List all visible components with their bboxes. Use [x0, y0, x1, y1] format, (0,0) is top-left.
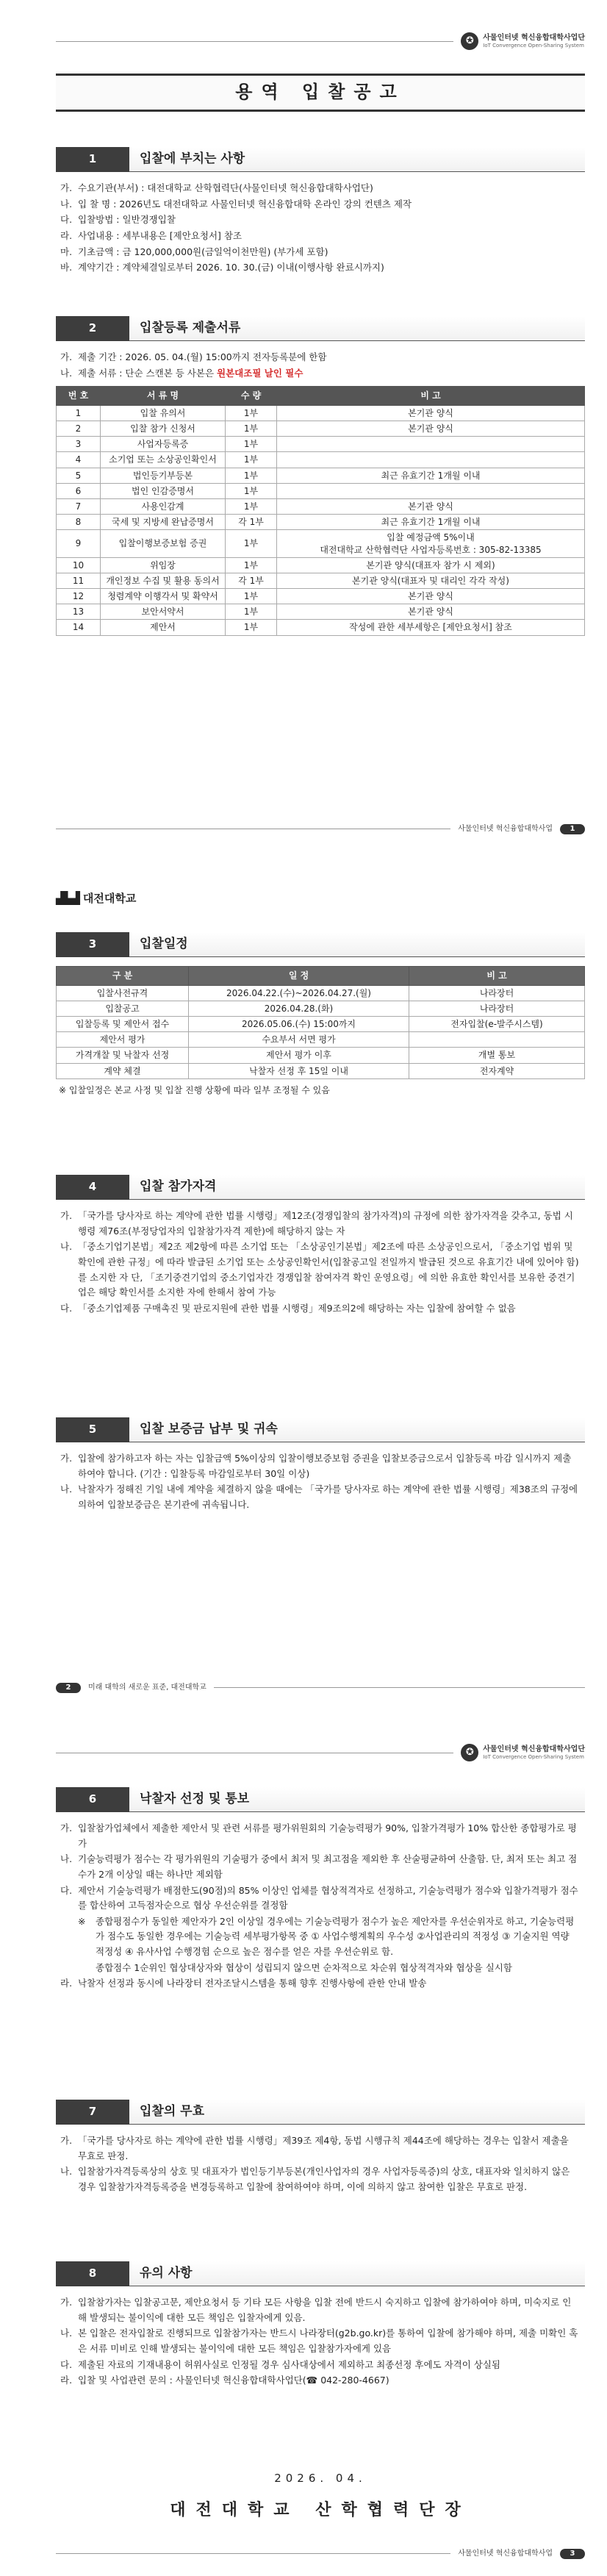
table-cell: 개별 통보	[409, 1048, 585, 1063]
section-number: 2	[56, 316, 129, 341]
table-row	[57, 1016, 585, 1031]
footer-text: 사물인터넷 혁신융합대학사업	[458, 825, 553, 833]
table-cell: 2026.04.28.(화)	[189, 1001, 409, 1016]
table-cell: 입찰 예정금액 5%이내 대전대학교 산학협력단 사업자등록번호 : 305-82-13385	[277, 530, 585, 557]
page-1	[0, 0, 607, 859]
section-header	[56, 932, 585, 957]
list-item: 가. 입찰참가자는 입찰공고문, 제안요청서 등 기타 모든 사항을 입찰 전에 반드시 숙지하고 입찰에 참가하여야 하며, 미숙지로 인해 발생되는 불이익에 대한 모든 책임은 입찰자에게 있음.	[60, 2297, 572, 2323]
table-cell: 입찰 참가 신청서	[101, 421, 226, 437]
list-item: 바. 계약기간 : 계약체결일로부터 2026. 10. 30.(금) 이내(이행사항 완료시까지)	[60, 262, 384, 273]
section-header	[56, 2100, 585, 2125]
table-cell: 본기관 양식(대표자 참가 시 제외)	[277, 557, 585, 573]
table-cell: 입찰 유의서	[101, 405, 226, 421]
table-cell: 6	[57, 483, 101, 498]
table-cell: 제안서	[101, 620, 226, 635]
list-item: 나. 입찰참가자격등록상의 상호 및 대표자가 법인등기부등본(개인사업자의 경우 사업자등록증)의 상호, 대표자와 일치하지 않은 경우 입찰참가자격등록증을 변경등록하고 입찰에 참여하여야 하며, 이에 의하지 않고 참여한 입찰은 무효로 판정.	[60, 2166, 570, 2192]
section-4	[56, 1175, 585, 1317]
schedule-note: ※ 입찰일정은 본교 사정 및 입찰 진행 상황에 따라 일부 조정될 수 있음	[59, 1084, 330, 1095]
footer-text: 미래 대학의 새로운 표준, 대전대학교	[88, 1684, 206, 1692]
table-cell: 1부	[226, 452, 277, 468]
brand-logo	[56, 890, 136, 908]
table-cell: 13	[57, 604, 101, 620]
documents-table: 번 호 서 류 명 수 량 비 고 1 입찰 유의서 1부 본기관 양식 2 입찰 참가 신청서 1부 본기관 양식 3 사업자등록증 1부 4 소기업 또는 소상공인확인서 1부 5 법인등기부등본 1부 최근 유효기간 1개월 이내 6 법인 인감증명서 1부 7 사용인감계 1부 본기관 양식 8 국세 및 지방세 완납증명서 각 1부 최근 유효기간 1개월 이내 9 입찰이행보증보험 증권 1부 입찰 예정금액 5%이내 대전대학교 산학협력단 사업자등록번호 : 305-82-13385 10 위임장 1부 본기관 양식(대표자 참가 시 제외) 11 개인정보 수집 및 활용 동의서 각 1부 본기관 양식(대표자 및 대리인 각각 작성) 12 청렴계약 이행각서 및 확약서 1부 본기관 양식 13 보안서약서 1부 본기관 양식 14 제안서 1부 작성에 관한 세부세항은 [제안요청서] 참조	[56, 386, 585, 635]
section-header	[56, 147, 585, 172]
page-number: 3	[560, 2549, 585, 2559]
section-title: 입찰등록 제출서류	[140, 321, 241, 336]
table-row	[57, 405, 585, 421]
list-item: 나. 제출 서류 : 단순 스캔본 등 사본은 원본대조필 날인 필수	[60, 367, 304, 379]
table-cell: 본기관 양식	[277, 604, 585, 620]
table-cell: 4	[57, 452, 101, 468]
table-cell: 12	[57, 589, 101, 604]
table-cell: 사용인감계	[101, 498, 226, 514]
page-footer	[56, 1682, 585, 1694]
table-cell: 개인정보 수집 및 활용 동의서	[101, 573, 226, 588]
table-row	[57, 437, 585, 452]
table-row	[57, 573, 585, 588]
list-item: 다. 입찰방법 : 일반경쟁입찰	[60, 214, 176, 226]
org-name-en: IoT Convergence Open-Sharing System	[483, 42, 584, 49]
table-row	[57, 604, 585, 620]
page-header	[56, 32, 585, 50]
table-cell: 사업자등록증	[101, 437, 226, 452]
brand-mark-icon: ▟▙▟	[56, 891, 79, 905]
section-8	[56, 2261, 585, 2389]
table-row	[57, 1001, 585, 1016]
section-number: 8	[56, 2261, 129, 2286]
list-item: ※ 종합평점수가 동일한 제안자가 2인 이상일 경우에는 기술능력평가 점수가 높은 제안자를 우선순위자로 하고, 기술능력평가 점수도 동일한 경우에는 기술능력 세부평가항목 중 ① 사업수행계획의 우수성 ②사업관리의 적정성 ③ 기술지원 역량 적정성 ④ 유사사업 수행경험 순으로 높은 점수를 얻은 자를 우선순위로 함.	[78, 1915, 575, 1957]
table-cell: 전자입찰(e-발주시스템)	[409, 1016, 585, 1031]
document-title-bar	[56, 74, 585, 112]
table-cell: 8	[57, 515, 101, 530]
table-cell	[409, 1032, 585, 1048]
section-3	[56, 932, 585, 1101]
section-title: 입찰에 부치는 사항	[140, 151, 245, 167]
section-5	[56, 1417, 585, 1514]
table-cell: 작성에 관한 세부세항은 [제안요청서] 참조	[277, 620, 585, 635]
section-title: 입찰일정	[140, 937, 188, 952]
table-cell: 1부	[226, 498, 277, 514]
table-cell: 입찰사전규격	[57, 985, 189, 1001]
seal-icon: ✪	[461, 32, 478, 50]
table-cell: 본기관 양식	[277, 498, 585, 514]
table-cell	[277, 437, 585, 452]
section-number: 6	[56, 1787, 129, 1812]
table-cell: 14	[57, 620, 101, 635]
org-name-kr: 사물인터넷 혁신융합대학사업단	[483, 34, 585, 43]
org-logo	[461, 32, 585, 50]
table-row	[57, 498, 585, 514]
list-item: 라. 사업내용 : 세부내용은 [제안요청서] 참조	[60, 229, 243, 241]
table-cell: 2	[57, 421, 101, 437]
table-cell: 소기업 또는 소상공인확인서	[101, 452, 226, 468]
table-cell: 1부	[226, 421, 277, 437]
org-logo: ✪ 사물인터넷 혁신융합대학사업단 IoT Convergence Open-Sharing System	[461, 1744, 585, 1761]
list-item: 나. 「중소기업기본법」제2조 제2항에 따른 소기업 또는 「소상공인기본법」제2조에 따른 소상공인으로서, 「중소기업 범위 및 확인에 관한 규정」에 따라 발급된 소기업 또는 소상공인확인서(입찰공고일 전일까지 발급된 것으로 유효기간 내에 있어야 함)를 소지한 자 단, 「조기중견기업의 중소기업자간 경쟁입찰 참여자격 확인 운영요령」에 의한 유효한 확인서를 보유한 중견기업은 해당 확인서를 소지한 자에 한해서 참여 가능	[60, 1241, 579, 1298]
section-number: 7	[56, 2100, 129, 2125]
table-row	[57, 1048, 585, 1063]
list-item: 가. 입찰참가업체에서 제출한 제안서 및 관련 서류를 평가위원회의 기술능력평가 90%, 입찰가격평가 10% 합산한 종합평가로 평가	[60, 1822, 577, 1849]
section-number: 4	[56, 1175, 129, 1200]
section-header	[56, 1417, 585, 1442]
footer-text: 사물인터넷 혁신융합대학사업	[458, 2550, 553, 2558]
table-row	[57, 452, 585, 468]
page-footer	[56, 2548, 585, 2560]
section-header	[56, 1787, 585, 1812]
table-row	[57, 620, 585, 635]
table-cell: 낙찰자 선정 후 15일 이내	[189, 1063, 409, 1078]
section-number: 1	[56, 147, 129, 172]
table-cell: 1부	[226, 483, 277, 498]
table-cell: 1부	[226, 468, 277, 483]
page-number: 1	[560, 824, 585, 834]
section-title: 낙찰자 선정 및 통보	[140, 1792, 250, 1807]
list-item: 가. 「국가를 당사자로 하는 계약에 관한 법률 시행령」제12조(경쟁입찰의 참가자격)의 규정에 의한 참가자격을 갖추고, 동법 시행령 제76조(부정당업자의 입찰참가자격 제한)에 해당하지 않는 자	[60, 1210, 573, 1237]
section-header	[56, 316, 585, 341]
seal-icon: ✪	[461, 1744, 478, 1761]
table-cell: 나라장터	[409, 985, 585, 1001]
page-header	[56, 1744, 585, 1761]
signer-name: 대전대학교 산학협력단장	[170, 2501, 471, 2519]
list-item: 가. 수요기관(부서) : 대전대학교 산학협력단(사물인터넷 혁신융합대학사업단)	[60, 182, 373, 193]
table-cell: 1부	[226, 405, 277, 421]
table-cell: 본기관 양식	[277, 421, 585, 437]
section-header	[56, 2261, 585, 2286]
table-cell: 11	[57, 573, 101, 588]
table-row	[57, 1063, 585, 1078]
table-row	[57, 589, 585, 604]
table-cell: 3	[57, 437, 101, 452]
table-cell: 본기관 양식(대표자 및 대리인 각각 작성)	[277, 573, 585, 588]
table-row	[57, 483, 585, 498]
table-cell: 1부	[226, 530, 277, 557]
announcement-date: 2026. 04.	[274, 2472, 367, 2485]
table-cell: 법인등기부등본	[101, 468, 226, 483]
table-row	[57, 557, 585, 573]
table-cell: 본기관 양식	[277, 589, 585, 604]
table-cell: 보안서약서	[101, 604, 226, 620]
page-2	[0, 859, 607, 1717]
section-6	[56, 1787, 585, 1992]
table-row	[57, 421, 585, 437]
section-title: 입찰의 무효	[140, 2104, 205, 2119]
table-cell: 2026.04.22.(수)~2026.04.27.(월)	[189, 985, 409, 1001]
table-cell: 최근 유효기간 1개월 이내	[277, 515, 585, 530]
table-cell: 제안서 평가	[57, 1032, 189, 1048]
brand-name: 대전대학교	[82, 891, 137, 905]
section-number: 3	[56, 932, 129, 957]
table-cell: 본기관 양식	[277, 405, 585, 421]
table-cell: 9	[57, 530, 101, 557]
table-cell: 각 1부	[226, 573, 277, 588]
header-rule	[56, 41, 453, 42]
list-item: 가. 입찰에 참가하고자 하는 자는 입찰금액 5%이상의 입찰이행보증보험 증권을 입찰보증금으로서 입찰등록 마감 일시까지 제출하여야 합니다. (기간 : 입찰등록 마감일로부터 30일 이상)	[60, 1453, 572, 1479]
table-cell: 1부	[226, 589, 277, 604]
list-item: 다. 「중소기업제품 구매촉진 및 판로지원에 관한 법률 시행령」제9조의2에 해당하는 자는 입찰에 참여할 수 없음	[60, 1302, 516, 1314]
document-title: 용역 입찰공고	[235, 82, 406, 103]
table-row	[57, 1032, 585, 1048]
list-item: 나. 본 입찰은 전자입찰로 진행되므로 입찰참가자는 반드시 나라장터(g2b.go.kr)를 통하여 입찰에 참가해야 하며, 제출 미확인 혹은 서류 미비로 인해 발생되는 불이익에 대한 모든 책임은 입찰참가자에게 있음	[60, 2328, 578, 2354]
table-cell: 입찰이행보증보험 증권	[101, 530, 226, 557]
section-header	[56, 1175, 585, 1200]
table-cell: 나라장터	[409, 1001, 585, 1016]
table-cell: 제안서 평가 이후	[189, 1048, 409, 1063]
section-1	[56, 147, 585, 276]
table-cell	[277, 483, 585, 498]
table-cell: 각 1부	[226, 515, 277, 530]
table-cell: 입찰등록 및 제안서 접수	[57, 1016, 189, 1031]
table-cell: 1부	[226, 437, 277, 452]
page-footer	[56, 823, 585, 835]
table-cell: 청렴계약 이행각서 및 확약서	[101, 589, 226, 604]
list-item: 나. 입 찰 명 : 2026년도 대전대학교 사물인터넷 혁신융합대학 온라인 강의 컨텐츠 제작	[60, 198, 412, 210]
table-cell: 위임장	[101, 557, 226, 573]
table-cell: 입찰공고	[57, 1001, 189, 1016]
table-cell: 2026.05.06.(수) 15:00까지	[189, 1016, 409, 1031]
table-cell: 계약 체결	[57, 1063, 189, 1078]
table-cell: 수요부서 서면 평가	[189, 1032, 409, 1048]
section-title: 입찰 참가자격	[140, 1179, 217, 1195]
table-row	[57, 985, 585, 1001]
table-cell: 7	[57, 498, 101, 514]
table-row	[57, 515, 585, 530]
section-title: 입찰 보증금 납부 및 귀속	[140, 1422, 278, 1437]
table-cell: 1	[57, 405, 101, 421]
table-cell: 법인 인감증명서	[101, 483, 226, 498]
table-row	[57, 468, 585, 483]
table-cell: 전자계약	[409, 1063, 585, 1078]
list-item: 다. 제안서 기술능력평가 배점한도(90점)의 85% 이상인 업체를 협상적격자로 선정하고, 기술능력평가 점수와 입찰가격평가 점수를 합산하여 고득점자순으로 협상 우선순위를 결정함	[60, 1884, 578, 1911]
table-cell: 1부	[226, 557, 277, 573]
list-item: 가. 제출 기간 : 2026. 05. 04.(월) 15:00까지 전자등록분에 한함	[60, 351, 327, 362]
page-number: 2	[56, 1683, 81, 1693]
section-title: 유의 사항	[140, 2266, 193, 2281]
table-cell: 1부	[226, 620, 277, 635]
table-cell: 가격개찰 및 낙찰자 선정	[57, 1048, 189, 1063]
schedule-table: 구 분 일 정 비 고 입찰사전규격 2026.04.22.(수)~2026.04.27.(월) 나라장터 입찰공고 2026.04.28.(화) 나라장터 입찰등록 및 제안서 접수 2026.05.06.(수) 15:00까지 전자입찰(e-발주시스템) 제안서 평가 수요부서 서면 평가 가격개찰 및 낙찰자 선정 제안서 평가 이후 개별 통보 계약 체결 낙찰자 선정 후 15일 이내 전자계약	[56, 966, 585, 1079]
page-3	[0, 1717, 607, 2576]
list-item: 라. 입찰 및 사업관련 문의 : 사물인터넷 혁신융합대학사업단(☎ 042-280-4667)	[60, 2375, 389, 2386]
list-item: 나. 낙찰자가 정해진 기일 내에 계약을 체결하지 않을 때에는 「국가를 당사자로 하는 계약에 관한 법률 시행령」제38조의 규정에 의하여 입찰보증금은 본기관에 귀속됩니다.	[60, 1484, 578, 1510]
table-row	[57, 530, 585, 557]
list-item: 마. 기초금액 : 금 120,000,000원(금일억이천만원) (부가세 포함)	[60, 246, 328, 257]
table-cell: 5	[57, 468, 101, 483]
table-cell: 국세 및 지방세 완납증명서	[101, 515, 226, 530]
required-note: 원본대조필 날인 필수	[217, 367, 304, 379]
section-2	[56, 316, 585, 636]
table-cell: 10	[57, 557, 101, 573]
table-cell: 최근 유효기간 1개월 이내	[277, 468, 585, 483]
table-cell: 1부	[226, 604, 277, 620]
table-cell	[277, 452, 585, 468]
list-item: 라. 낙찰자 선정과 동시에 나라장터 전자조달시스템을 통해 향후 진행사항에 관한 안내 발송	[60, 1978, 427, 1989]
list-item: 다. 제출된 자료의 기재내용이 허위사실로 인정될 경우 심사대상에서 제외하고 최종선정 후에도 자격이 상실됨	[60, 2358, 501, 2370]
list-item: 가. 「국가를 당사자로 하는 계약에 관한 법률 시행령」제39조 제4항, 동법 시행규칙 제44조에 해당하는 경우는 입찰서 제출을 무효로 판정.	[60, 2135, 569, 2161]
list-item: 나. 기술능력평가 점수는 각 평가위원의 기술평가 중에서 최저 및 최고점을 제외한 후 산술평균하여 산출함. 단, 최저 또는 최고 점수가 2개 이상일 때는 하나만 제외함	[60, 1853, 578, 1880]
section-number: 5	[56, 1417, 129, 1442]
list-item: 종합점수 1순위인 협상대상자와 협상이 성립되지 않으면 순차적으로 차순위 협상적격자와 협상을 실시함	[96, 1961, 512, 1973]
section-7	[56, 2100, 585, 2196]
